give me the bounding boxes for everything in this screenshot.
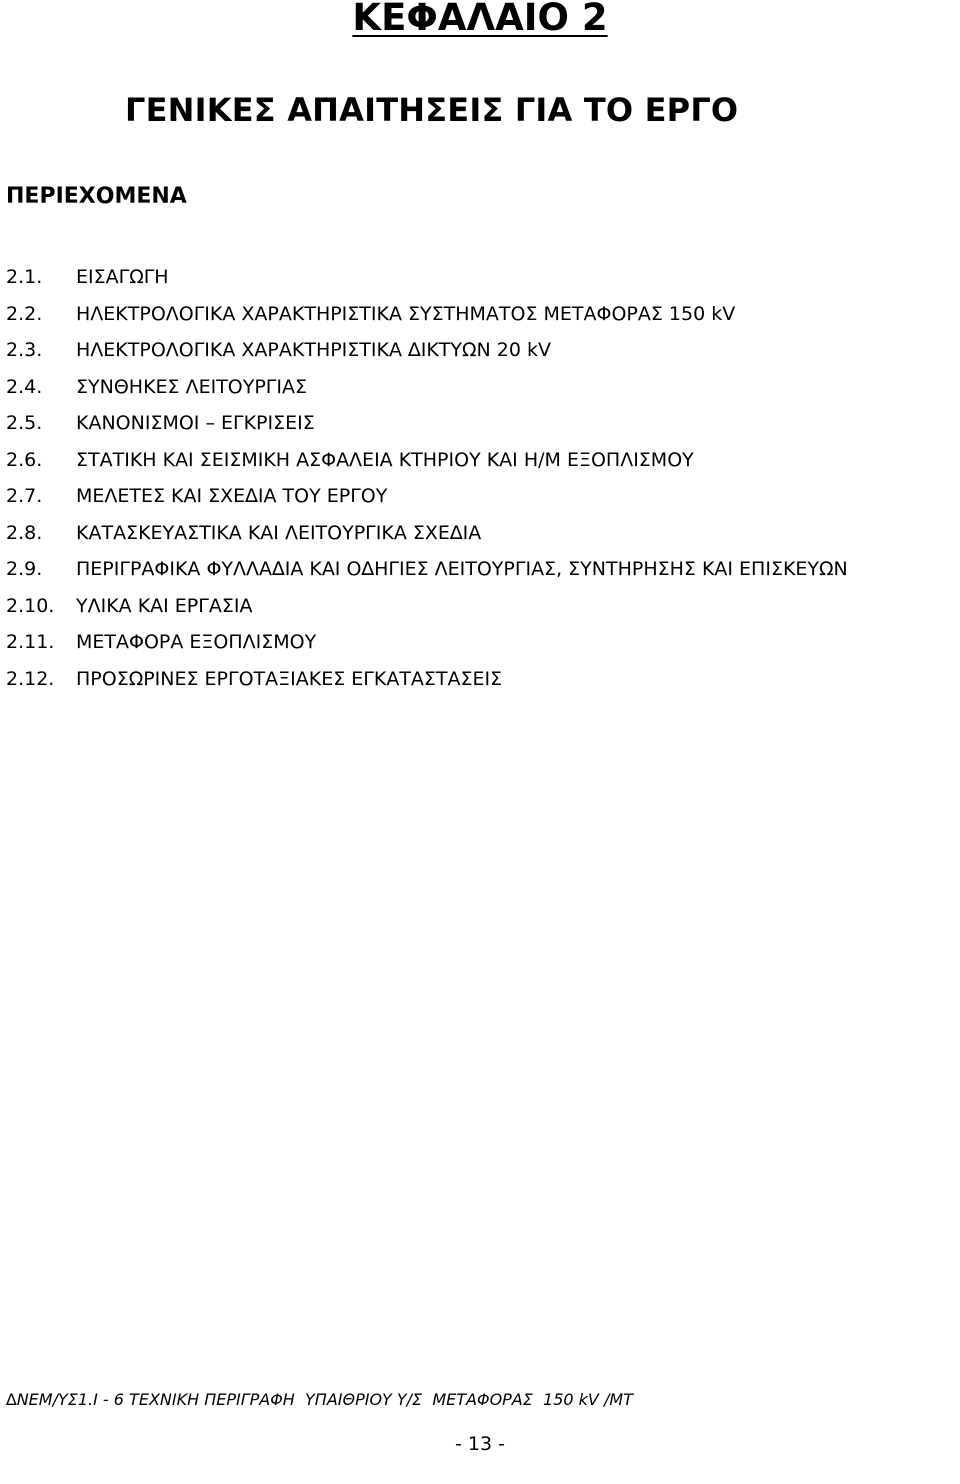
toc-item-title: ΚΑΝΟΝΙΣΜΟΙ – ΕΓΚΡΙΣΕΙΣ (76, 412, 315, 434)
toc-item-title: ΗΛΕΚΤΡΟΛΟΓΙΚΑ ΧΑΡΑΚΤΗΡΙΣΤΙΚΑ ∆ΙΚΤΥΩΝ 20 kV (76, 339, 551, 361)
toc-item-title: ΜΕΛΕΤΕΣ ΚΑΙ ΣΧΕ∆ΙΑ ΤΟΥ ΕΡΓΟΥ (76, 485, 388, 507)
chapter-title: ΚΕΦΑΛΑΙΟ 2 (352, 0, 608, 39)
toc-item-title: ΣΥΝΘΗΚΕΣ ΛΕΙΤΟΥΡΓΙΑΣ (76, 375, 307, 398)
toc-item-number: 2.11. (6, 631, 55, 653)
footer-reference: ∆ΝΕΜ/ΥΣ1.Ι - 6 ΤΕΧΝΙΚΗ ΠΕΡΙΓΡΑΦΗ ΥΠΑΙΘΡΙΟΥ Υ/Σ ΜΕΤΑΦΟΡΑΣ 150 kV /ΜΤ (6, 1390, 633, 1409)
toc-item-number: 2.10. (6, 594, 55, 617)
toc-item (6, 405, 936, 442)
page-number: - 13 - (455, 1433, 505, 1455)
toc-item-number: 2.3. (6, 339, 43, 361)
toc-item (6, 551, 936, 588)
toc-item-number: 2.6. (6, 448, 43, 471)
toc-item-number: 2.9. (6, 558, 43, 580)
toc-item (6, 332, 936, 369)
main-title: ΓΕΝΙΚΕΣ ΑΠΑΙΤΗΣΕΙΣ ΓΙΑ ΤΟ ΕΡΓΟ (125, 91, 739, 129)
toc-item-title: ΠΕΡΙΓΡΑΦΙΚΑ ΦΥΛΛΑ∆ΙΑ ΚΑΙ Ο∆ΗΓΙΕΣ ΛΕΙΤΟΥΡΓΙΑΣ, ΣΥΝΤΗΡΗΣΗΣ ΚΑΙ ΕΠΙΣΚΕΥΩΝ (76, 558, 848, 580)
toc-item-number: 2.8. (6, 521, 43, 544)
toc-item-title: ΥΛΙΚΑ ΚΑΙ ΕΡΓΑΣΙΑ (76, 594, 253, 617)
toc-item-title: ΣΤΑΤΙΚΗ ΚΑΙ ΣΕΙΣΜΙΚΗ ΑΣΦΑΛΕΙΑ ΚΤΗΡΙΟΥ ΚΑΙ Η/Μ ΕΞΟΠΛΙΣΜΟΥ (76, 448, 694, 471)
toc-item-title: ΚΑΤΑΣΚΕΥΑΣΤΙΚΑ ΚΑΙ ΛΕΙΤΟΥΡΓΙΚΑ ΣΧΕ∆ΙΑ (76, 521, 482, 544)
toc-item-number: 2.12. (6, 667, 55, 690)
toc-item (6, 624, 936, 661)
toc-item (6, 442, 936, 479)
toc-item (6, 515, 936, 552)
toc-item (6, 369, 936, 406)
toc-item-number: 2.4. (6, 375, 43, 398)
toc-item-number: 2.1. (6, 266, 43, 288)
toc-item-title: ΜΕΤΑΦΟΡΑ ΕΞΟΠΛΙΣΜΟΥ (76, 631, 317, 653)
toc-item (6, 296, 936, 333)
toc-item-number: 2.5. (6, 412, 43, 434)
toc-item (6, 588, 936, 625)
toc-item-number: 2.2. (6, 302, 43, 325)
table-of-contents (6, 259, 936, 697)
toc-item (6, 661, 936, 698)
toc-item-title: ΕΙΣΑΓΩΓΗ (76, 266, 169, 288)
toc-item-title: ΠΡΟΣΩΡΙΝΕΣ ΕΡΓΟΤΑΞΙΑΚΕΣ ΕΓΚΑΤΑΣΤΑΣΕΙΣ (76, 667, 503, 690)
toc-heading: ΠΕΡΙΕΧΟΜΕΝΑ (6, 184, 187, 209)
toc-item-title: ΗΛΕΚΤΡΟΛΟΓΙΚΑ ΧΑΡΑΚΤΗΡΙΣΤΙΚΑ ΣΥΣΤΗΜΑΤΟΣ ΜΕΤΑΦΟΡΑΣ 150 kV (76, 302, 736, 325)
toc-item (6, 259, 936, 296)
toc-item (6, 478, 936, 515)
toc-item-number: 2.7. (6, 485, 43, 507)
